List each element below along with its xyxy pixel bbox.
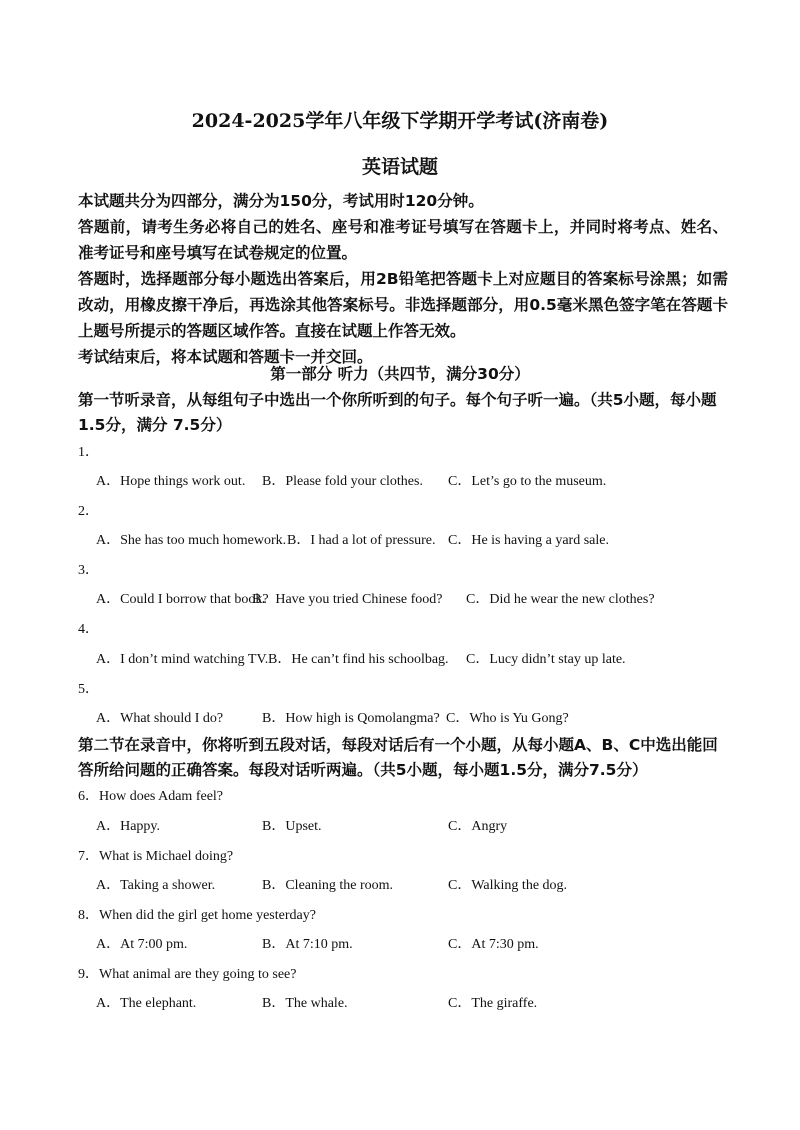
option-c: C．Did he wear the new clothes? [466, 592, 655, 607]
question-number: 5． [78, 682, 99, 697]
option-a: A．Hope things work out. [96, 474, 246, 489]
option-a: A．What should I do? [96, 711, 224, 726]
option-b: B．Cleaning the room. [262, 878, 394, 893]
option-a: A．Could I borrow that book? [96, 592, 269, 607]
question-options [96, 470, 746, 490]
question-number: 1． [78, 445, 99, 460]
exam-title: 2024-2025学年八年级下学期开学考试(济南卷) [191, 110, 609, 132]
question-options [96, 815, 746, 835]
question-options [96, 648, 746, 668]
option-c: C．The giraffe. [448, 996, 538, 1011]
option-c: C．At 7:30 pm. [448, 937, 539, 952]
question-options [96, 588, 746, 608]
option-c: C．Walking the dog. [448, 878, 568, 893]
option-a: A．Happy. [96, 819, 161, 834]
question-options [96, 707, 746, 727]
instruction-3: 答题时，选择题部分每小题选出答案后，用2B铅笔把答题卡上对应题目的答案标号涂黑；如需改动，用橡皮擦干净后，再选涂其他答案标号。非选择题部分，用0.5毫米黑色签字笔在答题卡上题号所提示的答题区域作答。直接在试题上作答无效。 [78, 270, 728, 340]
option-a: A．She has too much homework. [96, 533, 287, 548]
instructions [78, 188, 728, 370]
option-a: A．Taking a shower. [96, 878, 216, 893]
instruction-1: 本试题共分为四部分，满分为150分，考试用时120分钟。 [78, 192, 484, 210]
option-a: A．At 7:00 pm. [96, 937, 188, 952]
part1-heading: 第一部分 听力（共四节，满分30分） [270, 365, 530, 383]
section1-instructions: 第一节听录音，从每组句子中选出一个你所听到的句子。每个句子听一遍。（共5小题，每小题1.5分，满分 7.5分） [78, 391, 717, 434]
question-number: 2． [78, 504, 99, 519]
option-a: A．I don’t mind watching TV. [96, 652, 269, 667]
question-options [96, 529, 746, 549]
option-a: A．The elephant. [96, 996, 197, 1011]
instruction-4: 考试结束后，将本试题和答题卡一并交回。 [78, 348, 373, 366]
question-options [96, 992, 746, 1012]
question-options [96, 933, 746, 953]
exam-subtitle: 英语试题 [361, 156, 438, 178]
option-c: C．Angry [448, 819, 508, 834]
question-text: 9．What animal are they going to see? [78, 967, 297, 982]
option-c: C．Let’s go to the museum. [448, 474, 607, 489]
option-b: B．The whale. [262, 996, 348, 1011]
option-b: B．He can’t find his schoolbag. [268, 652, 449, 667]
option-b: B．Have you tried Chinese food? [252, 592, 443, 607]
option-b: B．At 7:10 pm. [262, 937, 353, 952]
question-text: 8．When did the girl get home yesterday? [78, 908, 316, 923]
question-text: 7．What is Michael doing? [78, 849, 234, 864]
option-b: B．How high is Qomolangma? [262, 711, 440, 726]
instruction-2: 答题前，请考生务必将自己的姓名、座号和准考证号填写在答题卡上，并同时将考点、姓名、准考证号和座号填写在试卷规定的位置。 [78, 218, 728, 262]
question-text: 6．How does Adam feel? [78, 789, 224, 804]
option-c: C．Lucy didn’t stay up late. [466, 652, 626, 667]
question-number: 3． [78, 563, 99, 578]
question-number: 4． [78, 622, 99, 637]
section2-instructions: 第二节在录音中，你将听到五段对话，每段对话后有一个小题，从每小题A、B、C中选出能回答所给问题的正确答案。每段对话听两遍。（共5小题，每小题1.5分，满分7.5分） [78, 736, 718, 779]
question-options [96, 874, 746, 894]
option-c: C．He is having a yard sale. [448, 533, 609, 548]
option-c: C．Who is Yu Gong? [446, 711, 569, 726]
option-b: B．I had a lot of pressure. [287, 533, 436, 548]
option-b: B．Please fold your clothes. [262, 474, 423, 489]
option-b: B．Upset. [262, 819, 322, 834]
